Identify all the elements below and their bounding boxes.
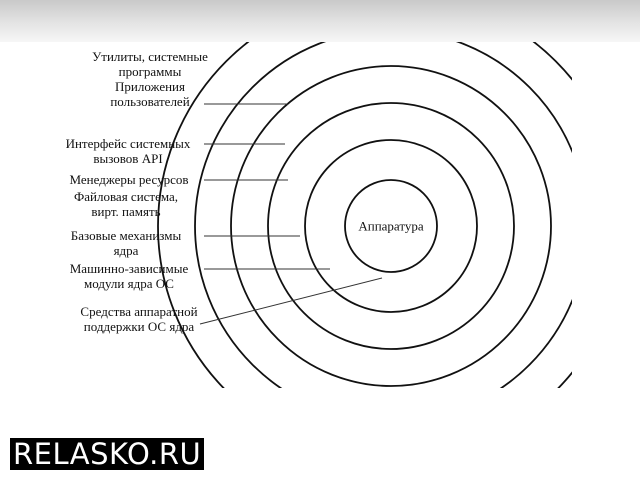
top-gradient-band — [0, 0, 640, 42]
label-utilities-line-1: Утилиты, системные — [92, 49, 208, 64]
leader-lines-group — [200, 104, 382, 324]
leader-hw-support — [200, 278, 382, 324]
label-file-system — [74, 189, 178, 219]
label-hw-support-line-1: Средства аппаратной — [80, 304, 198, 319]
label-utilities — [92, 49, 208, 79]
label-user-apps-line-2: пользователей — [110, 94, 190, 109]
label-hw-support — [80, 304, 197, 334]
label-machine-dependent-line-1: Машинно-зависимые — [69, 261, 189, 276]
label-syscall-api-line-1: Интерфейс системных — [65, 136, 191, 151]
label-resource-managers — [70, 172, 189, 187]
ring-5 — [195, 42, 572, 388]
center-label-hardware: Аппаратура — [358, 218, 424, 234]
label-kernel-mechanisms — [71, 228, 181, 258]
label-user-apps-line-1: Приложения — [115, 79, 185, 94]
label-machine-dependent — [70, 261, 189, 291]
label-file-system-line-2: вирт. память — [91, 204, 161, 219]
os-layers-diagram — [52, 42, 572, 388]
ring-outer — [158, 42, 572, 388]
label-kernel-mechanisms-line-1: Базовые механизмы — [70, 228, 182, 243]
label-utilities-line-2: программы — [118, 64, 182, 79]
label-machine-dependent-line-2: модули ядра ОС — [84, 276, 174, 291]
rings-group — [158, 42, 572, 388]
label-user-apps — [110, 79, 189, 109]
label-syscall-api-line-2: вызовов API — [93, 151, 163, 166]
label-hw-support-line-2: поддержки ОС ядра — [83, 319, 195, 334]
label-syscall-api — [66, 136, 191, 166]
watermark-relasko: RELASKO.RU — [10, 438, 204, 470]
label-file-system-line-1: Файловая система, — [73, 189, 179, 204]
label-kernel-mechanisms-line-2: ядра — [113, 243, 139, 258]
label-resource-managers-line-1: Менеджеры ресурсов — [69, 172, 189, 187]
